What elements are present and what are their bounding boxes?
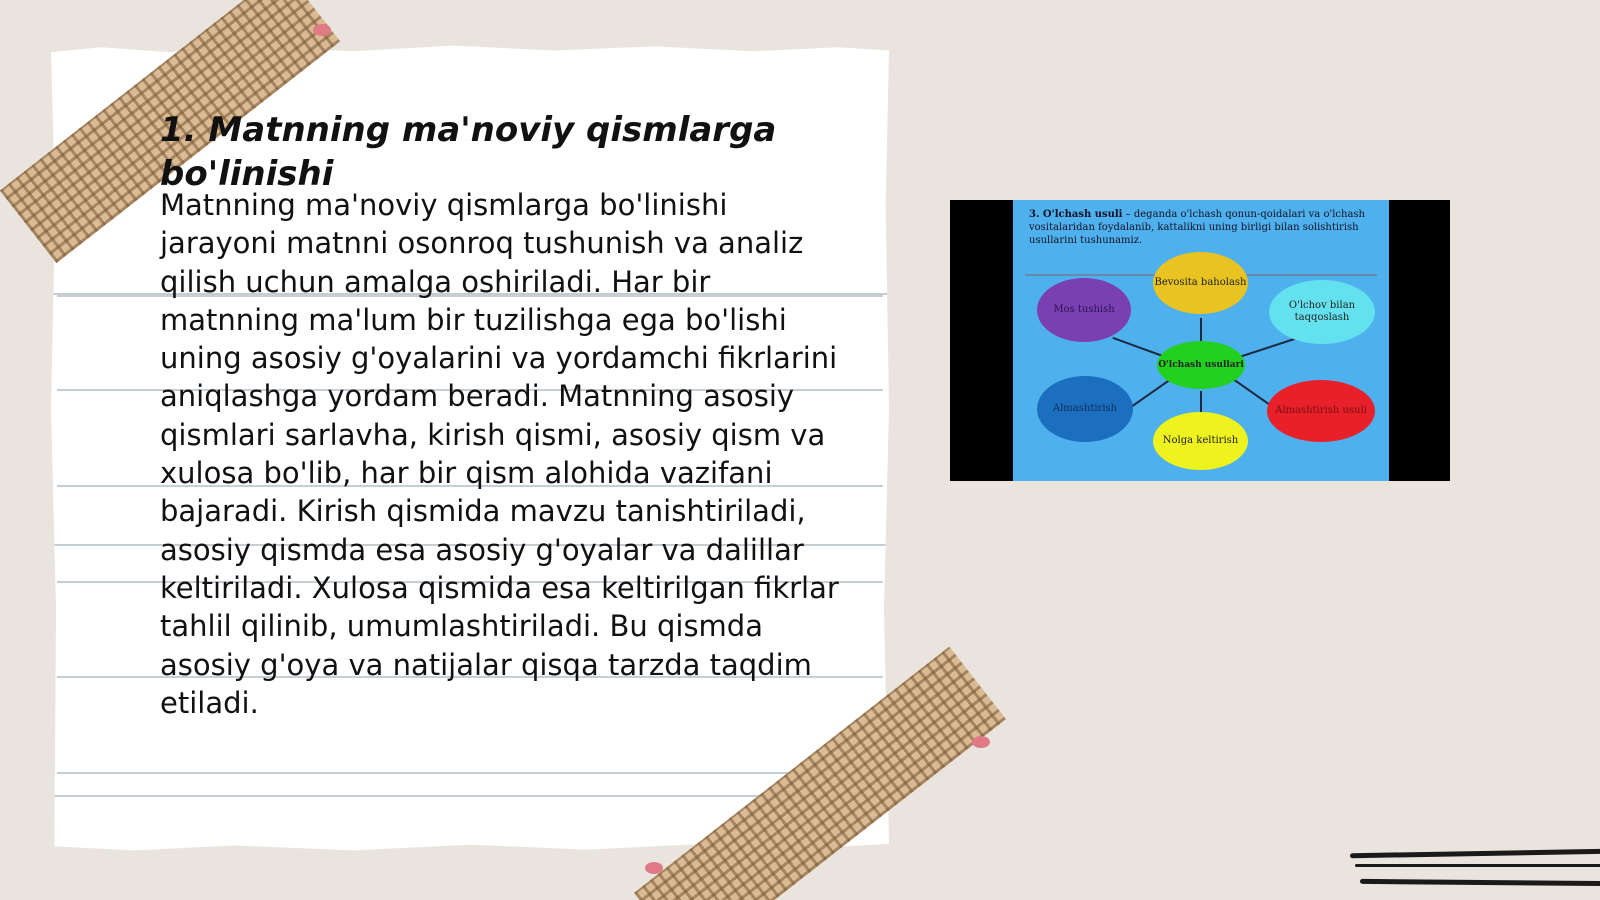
pin-bottom-right — [972, 736, 990, 748]
diagram-caption — [1029, 208, 1375, 247]
pin-top — [313, 24, 331, 36]
diagram-image — [950, 200, 1450, 481]
node-left-bottom — [1037, 376, 1133, 442]
decorative-line — [1360, 879, 1600, 886]
paper-rule — [57, 772, 883, 774]
node-top-label: Bevosita baholash — [1154, 277, 1247, 288]
node-right-top-label: O'lchov bilan taqqoslash — [1288, 300, 1356, 323]
node-right-bottom — [1267, 380, 1375, 442]
slide-heading: 1. Matnning ma'noviy qismlarga bo'linishi — [160, 110, 777, 194]
node-bottom-label: Nolga keltirish — [1162, 435, 1239, 446]
slide-body-text: Matnning ma'noviy qismlarga bo'linishi jarayoni matnni osonroq tushunish va analiz qilish uchun amalga oshiriladi. Har bir matnning ma'lum bir tuzilishga ega bo'lishi uning asosiy g'oyalarini va yordamchi fikrlarini aniqlashga yordam beradi. Matnning asosiy qismlari sarlavha, kirish qismi, asosiy qism va xulosa bo'lib, har bir qism alohida vazifani bajaradi. Kirish qismida mavzu tanishtiriladi, asosiy qismda esa asosiy g'oyalar va dalillar keltiriladi. Xulosa qismida esa keltirilgan fikrlar tahlil qilinib, umumlashtiriladi. Bu qismda asosiy g'oya va natijalar qisqa tarzda taqdim etiladi. — [160, 188, 839, 720]
node-left-top-label: Mos tushish — [1053, 304, 1115, 315]
diagram-caption-text: – deganda o'lchash qonun-qoidalari va o'lchash vositalaridan foydalanib, kattalikni uning birligi bilan solishtirish usullarini tushunamiz. — [1029, 209, 1365, 246]
node-center — [1157, 341, 1245, 389]
connector-line — [1233, 336, 1302, 360]
node-left-top — [1037, 278, 1131, 342]
node-bottom — [1153, 412, 1248, 470]
node-top — [1153, 252, 1248, 314]
pin-bottom-left — [645, 862, 663, 874]
decorative-line — [1355, 864, 1600, 867]
diagram-canvas — [1013, 200, 1389, 481]
node-left-bottom-label: Almashtirish — [1052, 403, 1118, 414]
node-right-bottom-label: Almashtirish usuli — [1275, 405, 1367, 416]
decorative-line — [1350, 849, 1600, 859]
diagram-caption-bold: 3. O'lchash usuli — [1029, 209, 1123, 220]
node-right-top — [1269, 280, 1375, 344]
node-center-label: O'lchash usullari — [1158, 360, 1244, 370]
